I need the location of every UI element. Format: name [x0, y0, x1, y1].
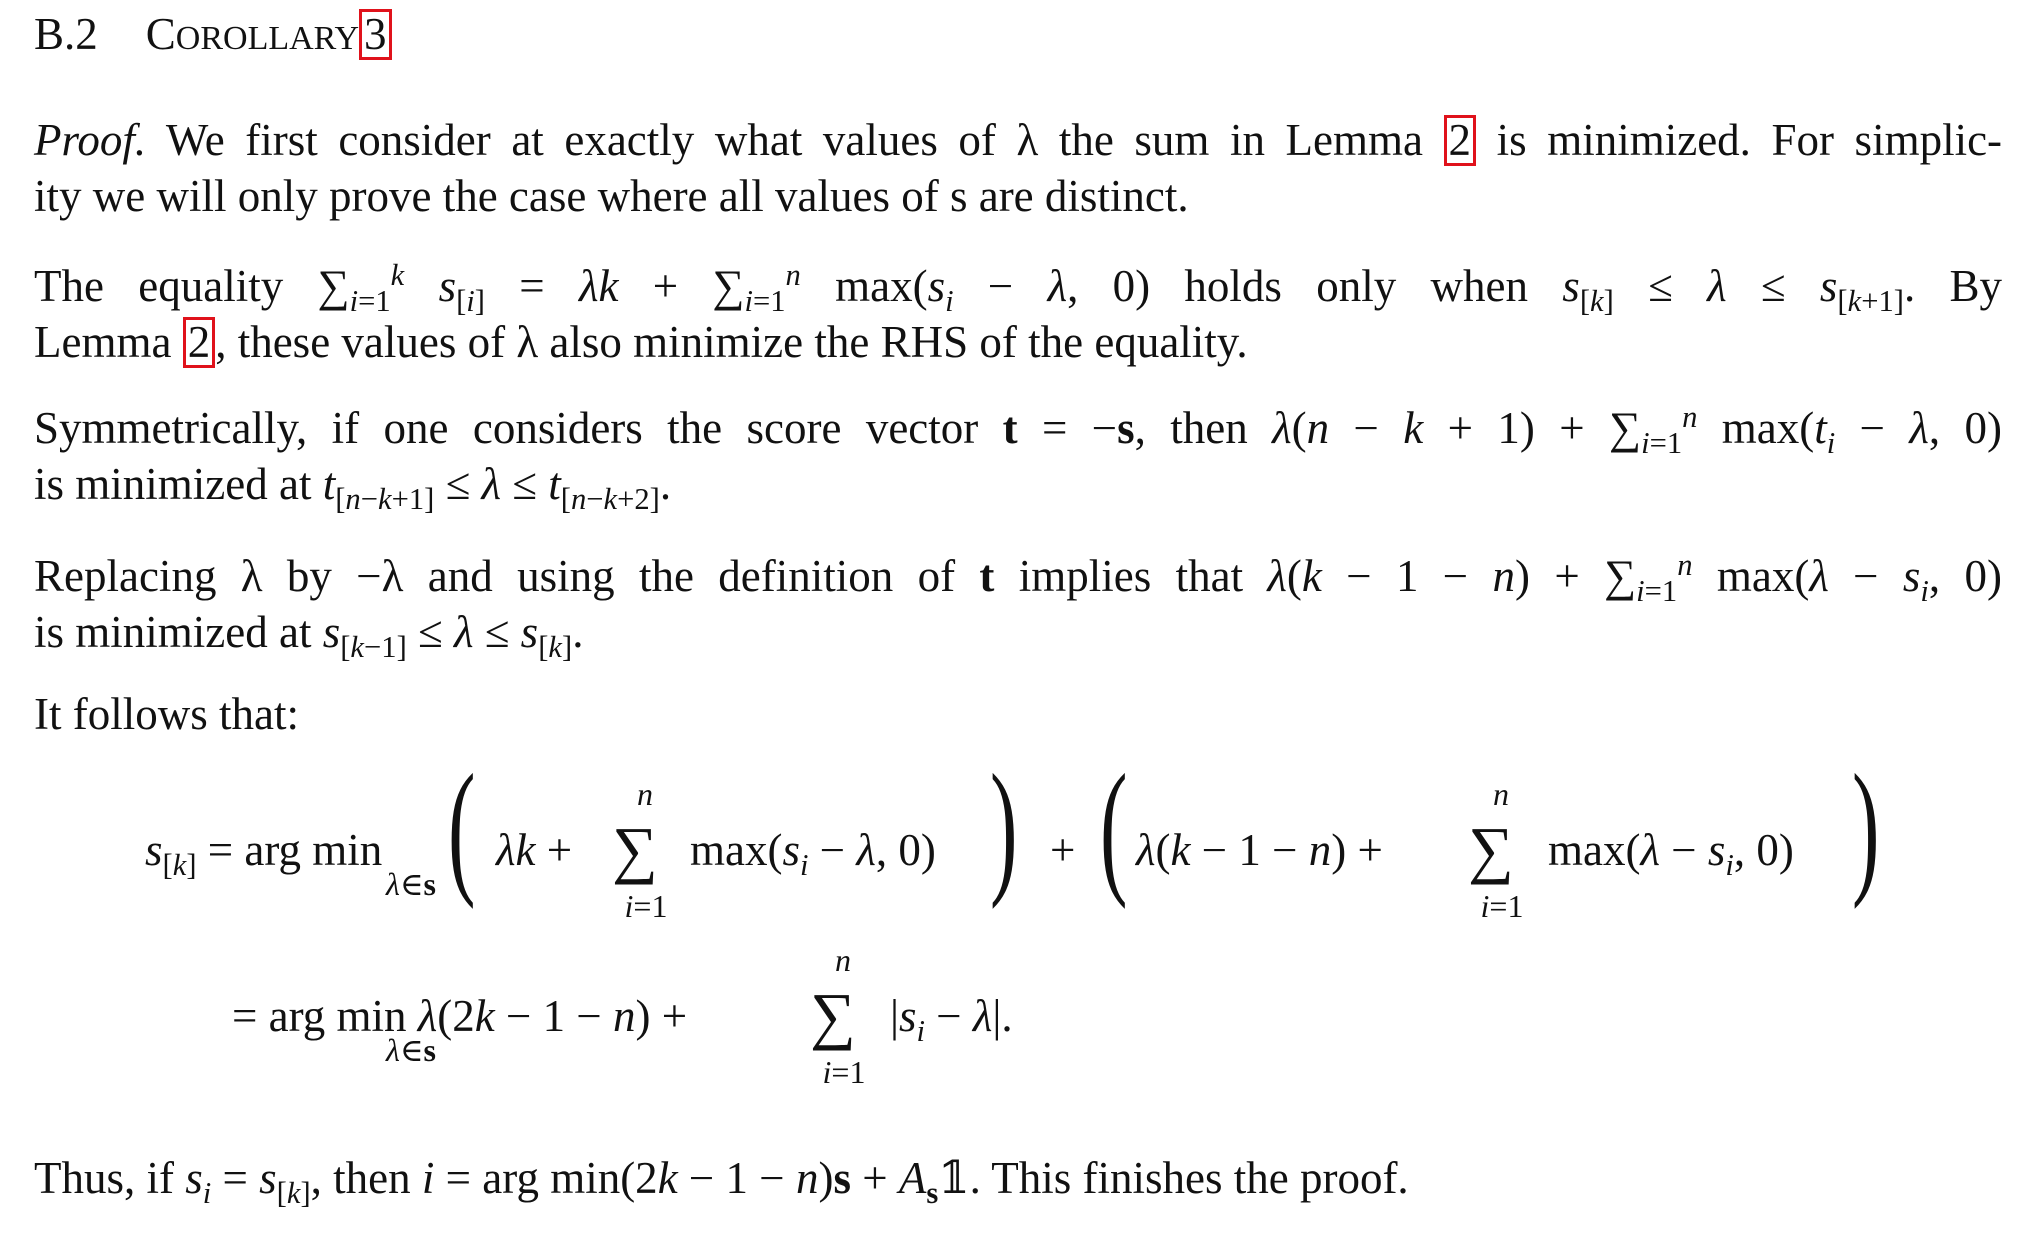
- section-title-initial: C: [145, 9, 176, 59]
- conclusion-line: [34, 1150, 1409, 1210]
- proof-label: Proof.: [34, 115, 147, 165]
- inline-s-bound: $s_{[k-1]} \le \lambda \le s_{[k]}$.: [322, 607, 584, 664]
- symmetric-line-1: [34, 400, 2003, 460]
- inline-replacing-formula: $\lambda(k - 1 - n) + \sum_{i=1}^n$ $\max(\lambda - s_i$, 0): [1267, 548, 2002, 608]
- follows-text: It follows that:: [34, 689, 299, 739]
- eq-paren-close-1: ): [990, 744, 1018, 910]
- replacing-line-2-text: is minimized at: [34, 607, 312, 657]
- inline-symmetric-formula: $\lambda(n - k + 1) + \sum_{i=1}^n$ $\max(t_i - \lambda$, 0): [1272, 400, 2003, 460]
- eq-paren-open-2: (: [1100, 744, 1128, 910]
- proof-line-2: [34, 168, 1189, 224]
- replacing-implies: implies that: [1018, 551, 1244, 601]
- inline-equality-formula: $\sum_{i=1}^k$ $s_{[i]} = \lambda k + \sum_{i=1}^n$ $\max(s_i - \lambda$, 0): [317, 258, 1151, 318]
- eq-sum-1-sigma: ∑: [612, 814, 658, 885]
- equality-line-2-text: , these values of λ also minimize the RHS of the equality.: [215, 317, 1248, 367]
- proof-line-1: [34, 112, 2002, 168]
- eq-plus: +: [1050, 825, 1076, 875]
- eq-term-1b: $\max(s_i - \lambda$, 0): [690, 825, 936, 882]
- proof-text-a: We first consider at exactly what values of λ the sum in Lemma: [165, 115, 1423, 165]
- eq-sum-3-upper: n: [835, 942, 851, 978]
- follows-line: [34, 686, 299, 742]
- symmetric-line-2-text: is minimized at: [34, 459, 312, 509]
- eq-argmin-sub-2: λ∈s: [386, 1032, 436, 1068]
- conclusion-thus: Thus, if: [34, 1153, 174, 1203]
- eq-sum-3-lower: i=1: [822, 1054, 866, 1090]
- eq-term-1a: λk +: [496, 825, 573, 875]
- conclusion-then: , then: [310, 1153, 411, 1203]
- equality-by: By: [1949, 261, 2002, 311]
- eq-sum-2-upper: n: [1493, 776, 1509, 812]
- equality-condition: holds only when: [1184, 261, 1528, 311]
- eq-line-2-a: = arg min λ(2k − 1 − n) +: [232, 991, 688, 1041]
- eq-term-2a: λ(k − 1 − n) +: [1136, 825, 1383, 875]
- equality-intro: The equality: [34, 261, 284, 311]
- section-number: B.2: [34, 9, 98, 59]
- inline-t-symbol: t: [979, 551, 995, 601]
- equality-line-2: [34, 314, 1248, 370]
- replacing-line-1: [34, 548, 2002, 608]
- eq-paren-close-2: ): [1852, 744, 1880, 910]
- proof-text-b: is minimized. For simplic-: [1496, 115, 2003, 165]
- section-heading: [34, 6, 392, 67]
- corollary-ref-link[interactable]: 3: [359, 9, 392, 60]
- replacing-line-2: [34, 604, 584, 664]
- eq-line-2-b: $|s_i - \lambda|$.: [890, 991, 1013, 1048]
- eq-sum-1-lower: i=1: [624, 888, 668, 924]
- eq-lhs: $s_{[k]}$ = arg min: [145, 825, 383, 882]
- section-title-rest: OROLLARY: [175, 20, 360, 57]
- eq-sum-1-upper: n: [637, 776, 653, 812]
- eq-argmin-sub-1: λ∈s: [386, 866, 436, 902]
- symmetric-text: Symmetrically, if one considers the score vector: [34, 403, 979, 453]
- inline-t-def: t = −s: [1002, 403, 1135, 453]
- lemma-ref-link-1[interactable]: 2: [1444, 115, 1477, 166]
- lemma-word: Lemma: [34, 317, 172, 367]
- symmetric-line-2: [34, 456, 672, 516]
- eq-sum-2-sigma: ∑: [1468, 814, 1514, 885]
- eq-paren-open-1: (: [448, 744, 476, 910]
- symmetric-then: , then: [1134, 403, 1248, 453]
- inline-i-argmin: i = arg $\min(2k - 1 - n)s + A_s𝟙$: [421, 1153, 970, 1210]
- conclusion-finish: . This finishes the proof.: [969, 1153, 1409, 1203]
- lemma-ref-link-2[interactable]: 2: [183, 317, 216, 368]
- inline-bound-formula: $s_{[k]} \le \lambda \le s_{[k+1]}$.: [1562, 261, 1916, 318]
- eq-sum-3-sigma: ∑: [810, 980, 856, 1051]
- eq-sum-2-lower: i=1: [1480, 888, 1524, 924]
- replacing-text: Replacing λ by −λ and using the definition of: [34, 551, 956, 601]
- eq-term-2b: $\max(\lambda - s_i$, 0): [1548, 825, 1794, 882]
- proof-line-2-text: ity we will only prove the case where all values of s are distinct.: [34, 171, 1189, 221]
- inline-t-bound: $t_{[n-k+1]} \le \lambda \le t_{[n-k+2]}$.: [322, 459, 672, 516]
- inline-s-equals: $s_i = s_{[k]}$: [185, 1153, 311, 1210]
- equality-line-1: [34, 258, 2002, 318]
